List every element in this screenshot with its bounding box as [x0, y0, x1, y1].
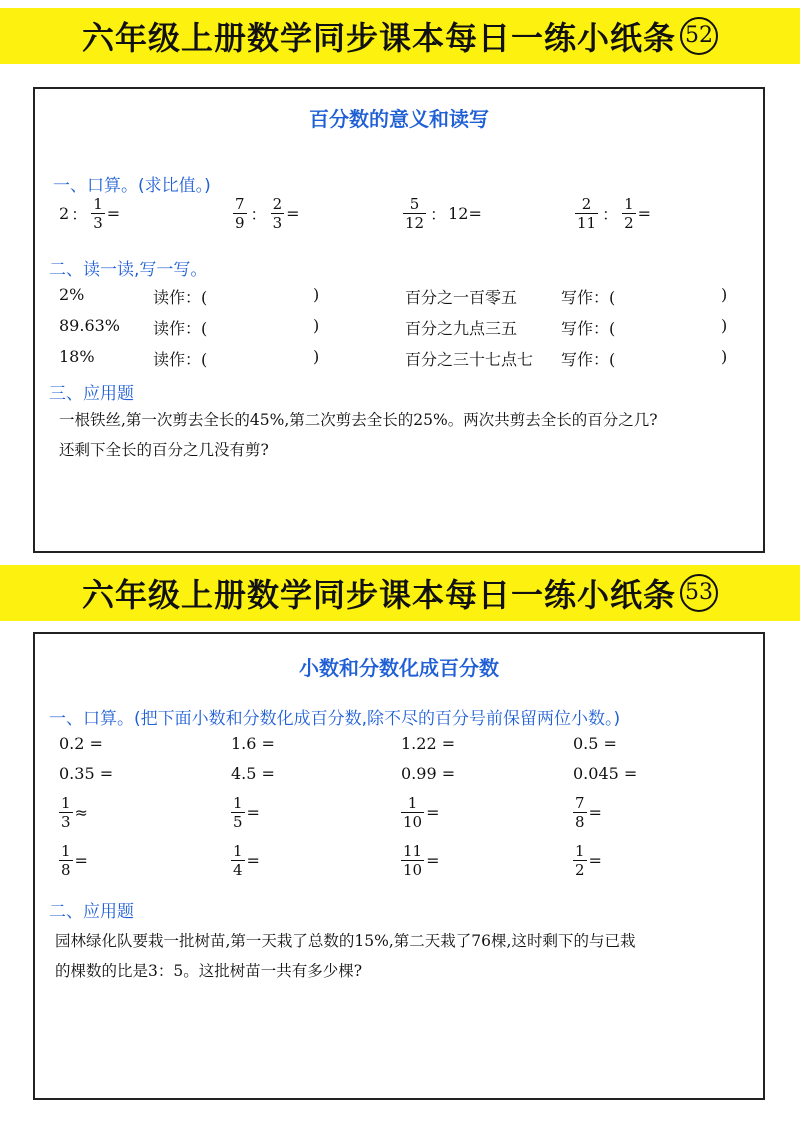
decimal-item: 1.22 = [401, 734, 456, 753]
banner-number: 53 [680, 574, 718, 612]
banner-title: 六年级上册数学同步课本每日一练小纸条 [81, 19, 676, 57]
ratio-item: 2 ： $\frac{1}{3}$ = [59, 195, 121, 232]
percent-item: 89.63% [59, 316, 121, 335]
fraction-item: $\frac{1}{4}$ = [233, 842, 260, 879]
chinese-percent: 百分之九点三五 [405, 319, 518, 338]
write-label: 写作：( [561, 350, 616, 369]
problem-line: 园林绿化队要栽一批树苗,第一天栽了总数的15%,第二天栽了76棵,这时剩下的与已栽 [55, 932, 636, 950]
read-label: 读作：( [153, 319, 208, 338]
write-label: 写作：( [561, 288, 616, 307]
decimal-item: 0.99 = [401, 764, 456, 783]
close-paren: ) [313, 347, 320, 366]
banner-53 [0, 565, 800, 621]
read-label: 读作：( [153, 350, 208, 369]
ratio-item: $\frac{5}{12}$ ： 12 = [405, 195, 482, 232]
close-paren: ) [313, 285, 320, 304]
fraction-item: $\frac{1}{10}$ = [403, 794, 440, 831]
section-read-write: 二、读一读,写一写。 [49, 260, 208, 280]
close-paren: ) [721, 285, 728, 304]
worksheet-52 [33, 87, 765, 553]
section-oral-calc: 一、口算。(把下面小数和分数化成百分数,除不尽的百分号前保留两位小数。) [49, 709, 621, 729]
write-label: 写作：( [561, 319, 616, 338]
percent-item: 18% [59, 347, 95, 366]
percent-item: 2% [59, 285, 85, 304]
chinese-percent: 百分之一百零五 [405, 288, 518, 307]
decimal-item: 0.2 = [59, 734, 103, 753]
fraction-item: $\frac{11}{10}$ = [403, 842, 440, 879]
ratio-item: $\frac{2}{11}$ ： $\frac{1}{2}$ = [577, 195, 652, 232]
read-label: 读作：( [153, 288, 208, 307]
ratio-item: $\frac{7}{9}$ ： $\frac{2}{3}$ = [235, 195, 300, 232]
banner-title: 六年级上册数学同步课本每日一练小纸条 [81, 576, 676, 614]
chinese-percent: 百分之三十七点七 [405, 350, 534, 369]
section-word-problem: 二、应用题 [49, 902, 134, 922]
fraction-item: $\frac{1}{5}$ = [233, 794, 260, 831]
fraction-item: $\frac{1}{2}$ = [575, 842, 602, 879]
close-paren: ) [721, 347, 728, 366]
decimal-item: 0.35 = [59, 764, 114, 783]
close-paren: ) [313, 316, 320, 335]
section-word-problem: 三、应用题 [49, 384, 134, 404]
close-paren: ) [721, 316, 728, 335]
fraction-item: $\frac{7}{8}$ = [575, 794, 602, 831]
fraction-item: $\frac{1}{3}$ ≈ [61, 794, 88, 831]
decimal-item: 0.5 = [573, 734, 617, 753]
banner-number: 52 [680, 17, 718, 55]
worksheet-53 [33, 632, 765, 1100]
section-oral-calc: 一、口算。(求比值。) [53, 176, 211, 196]
banner-52 [0, 8, 800, 64]
fraction-item: $\frac{1}{8}$ = [61, 842, 88, 879]
decimal-item: 0.045 = [573, 764, 638, 783]
decimal-item: 1.6 = [231, 734, 275, 753]
decimal-item: 4.5 = [231, 764, 275, 783]
problem-line: 一根铁丝,第一次剪去全长的45%,第二次剪去全长的25%。两次共剪去全长的百分之几? [59, 411, 658, 429]
problem-line: 还剩下全长的百分之几没有剪? [59, 441, 269, 459]
worksheet-title: 百分数的意义和读写 [309, 107, 489, 131]
problem-line: 的棵数的比是3：5。这批树苗一共有多少棵? [55, 962, 363, 980]
worksheet-title: 小数和分数化成百分数 [299, 656, 499, 680]
